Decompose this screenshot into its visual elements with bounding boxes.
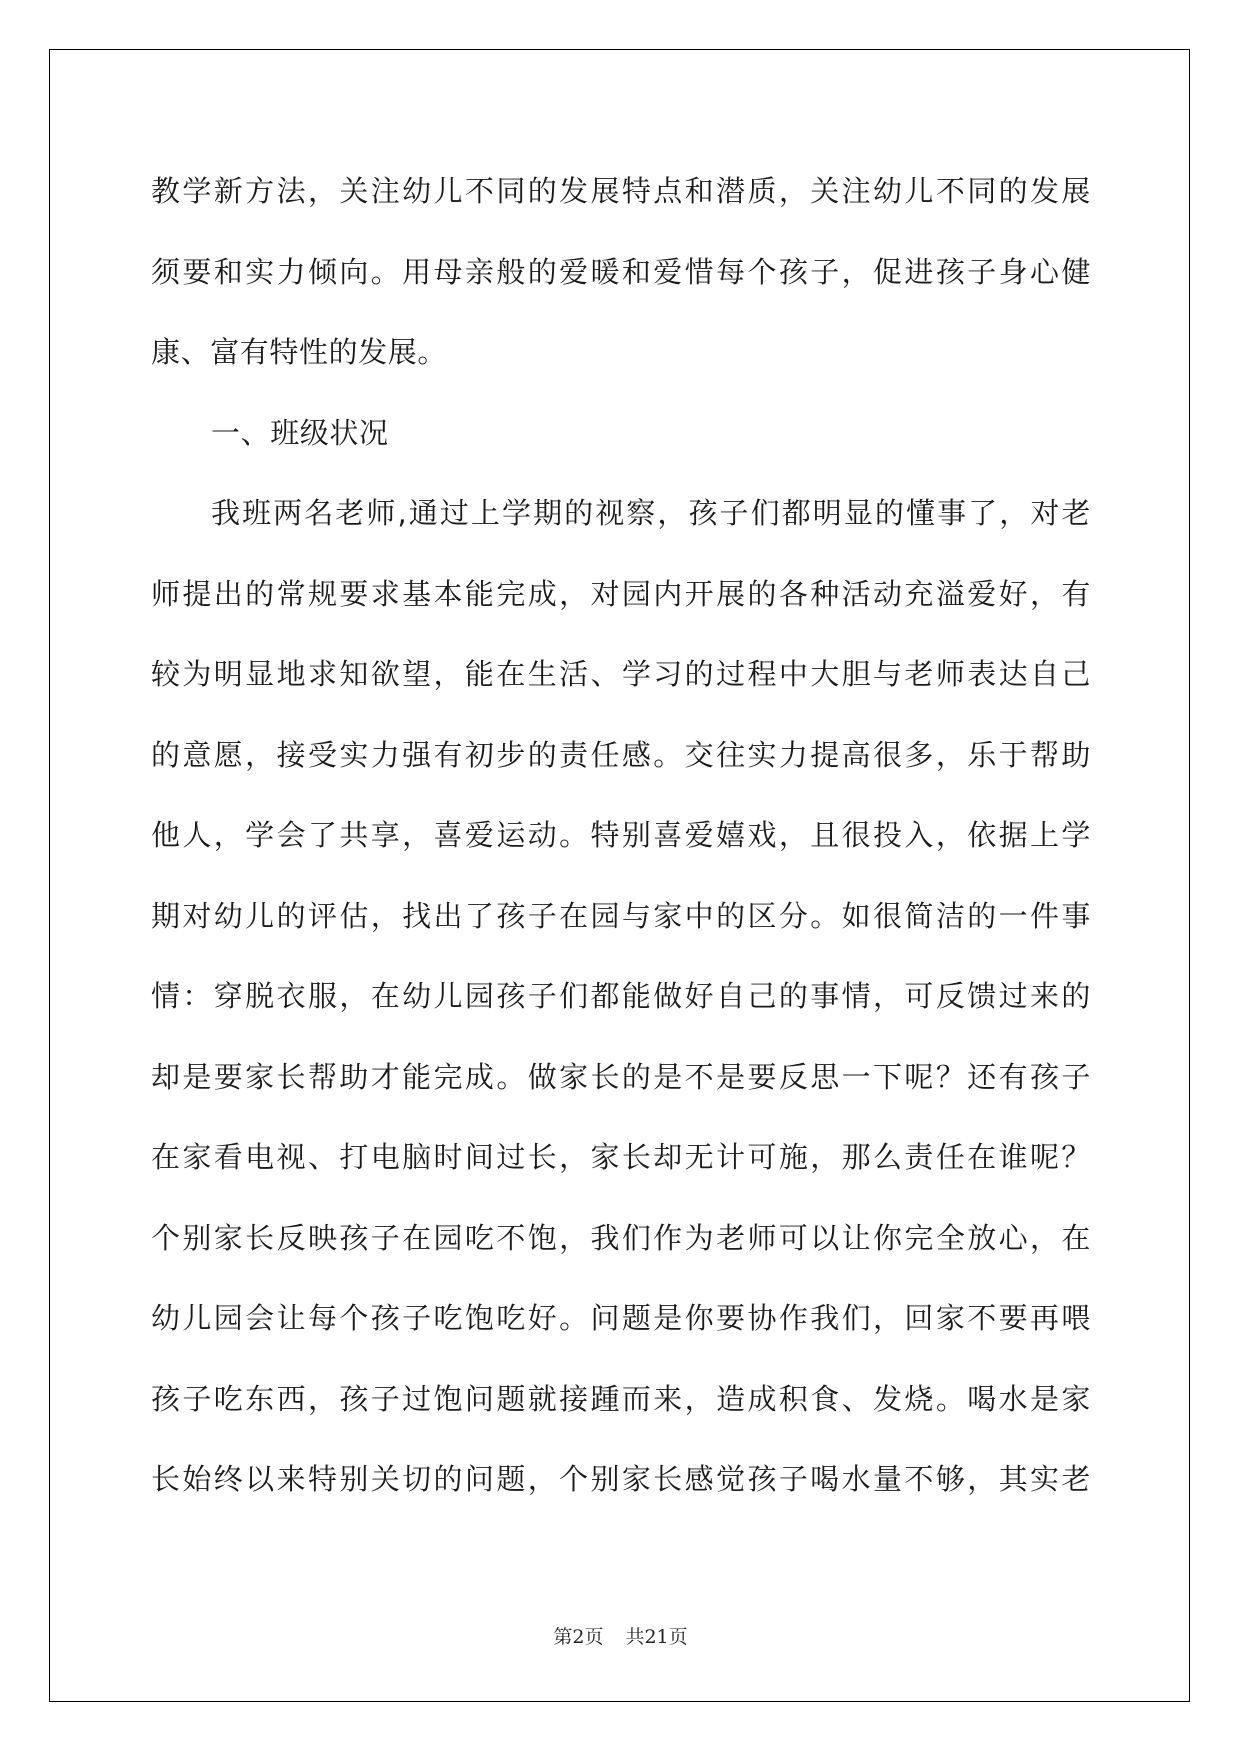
page-number-current: 第2页	[553, 1626, 604, 1648]
body-line: 孩子吃东西，孩子过饱问题就接踵而来，造成积食、发烧。喝水是家	[151, 1381, 1091, 1416]
body-line: 在家看电视、打电脑时间过长，家长却无计可施，那么责任在谁呢？	[151, 1140, 1091, 1174]
body-line: 期对幼儿的评估，找出了孩子在园与家中的区分。如很简洁的一件事	[151, 898, 1091, 933]
page-footer	[0, 1622, 1241, 1649]
body-line: 个别家长反映孩子在园吃不饱，我们作为老师可以让你完全放心，在	[151, 1220, 1091, 1255]
body-line: 长始终以来特别关切的问题，个别家长感觉孩子喝水量不够，其实老	[151, 1462, 1091, 1496]
body-line: 幼儿园会让每个孩子吃饱吃好。问题是你要协作我们，回家不要再喂	[151, 1301, 1091, 1335]
body-line: 康、富有特性的发展。	[151, 335, 448, 369]
body-line: 须要和实力倾向。用母亲般的爱暖和爱惜每个孩子，促进孩子身心健	[151, 254, 1091, 289]
body-line: 师提出的常规要求基本能完成，对园内开展的各种活动充溢爱好，有	[151, 576, 1091, 611]
section-heading: 一、班级状况	[211, 415, 389, 450]
body-line: 的意愿，接受实力强有初步的责任感。交往实力提高很多，乐于帮助	[151, 737, 1091, 772]
body-line: 较为明显地求知欲望，能在生活、学习的过程中大胆与老师表达自己	[151, 657, 1091, 691]
body-line: 却是要家长帮助才能完成。做家长的是不是要反思一下呢？还有孩子	[151, 1059, 1091, 1094]
document-body	[151, 164, 1091, 1533]
body-line: 他人，学会了共享，喜爱运动。特别喜爱嬉戏，且很投入，依据上学	[151, 818, 1091, 852]
body-line: 情：穿脱衣服，在幼儿园孩子们都能做好自己的事情，可反馈过来的	[151, 979, 1091, 1013]
body-line: 教学新方法，关注幼儿不同的发展特点和潜质，关注幼儿不同的发展	[151, 174, 1091, 208]
body-line: 我班两名老师,通过上学期的视察，孩子们都明显的懂事了，对老	[211, 496, 1091, 530]
page-number-total: 共21页	[625, 1626, 688, 1648]
